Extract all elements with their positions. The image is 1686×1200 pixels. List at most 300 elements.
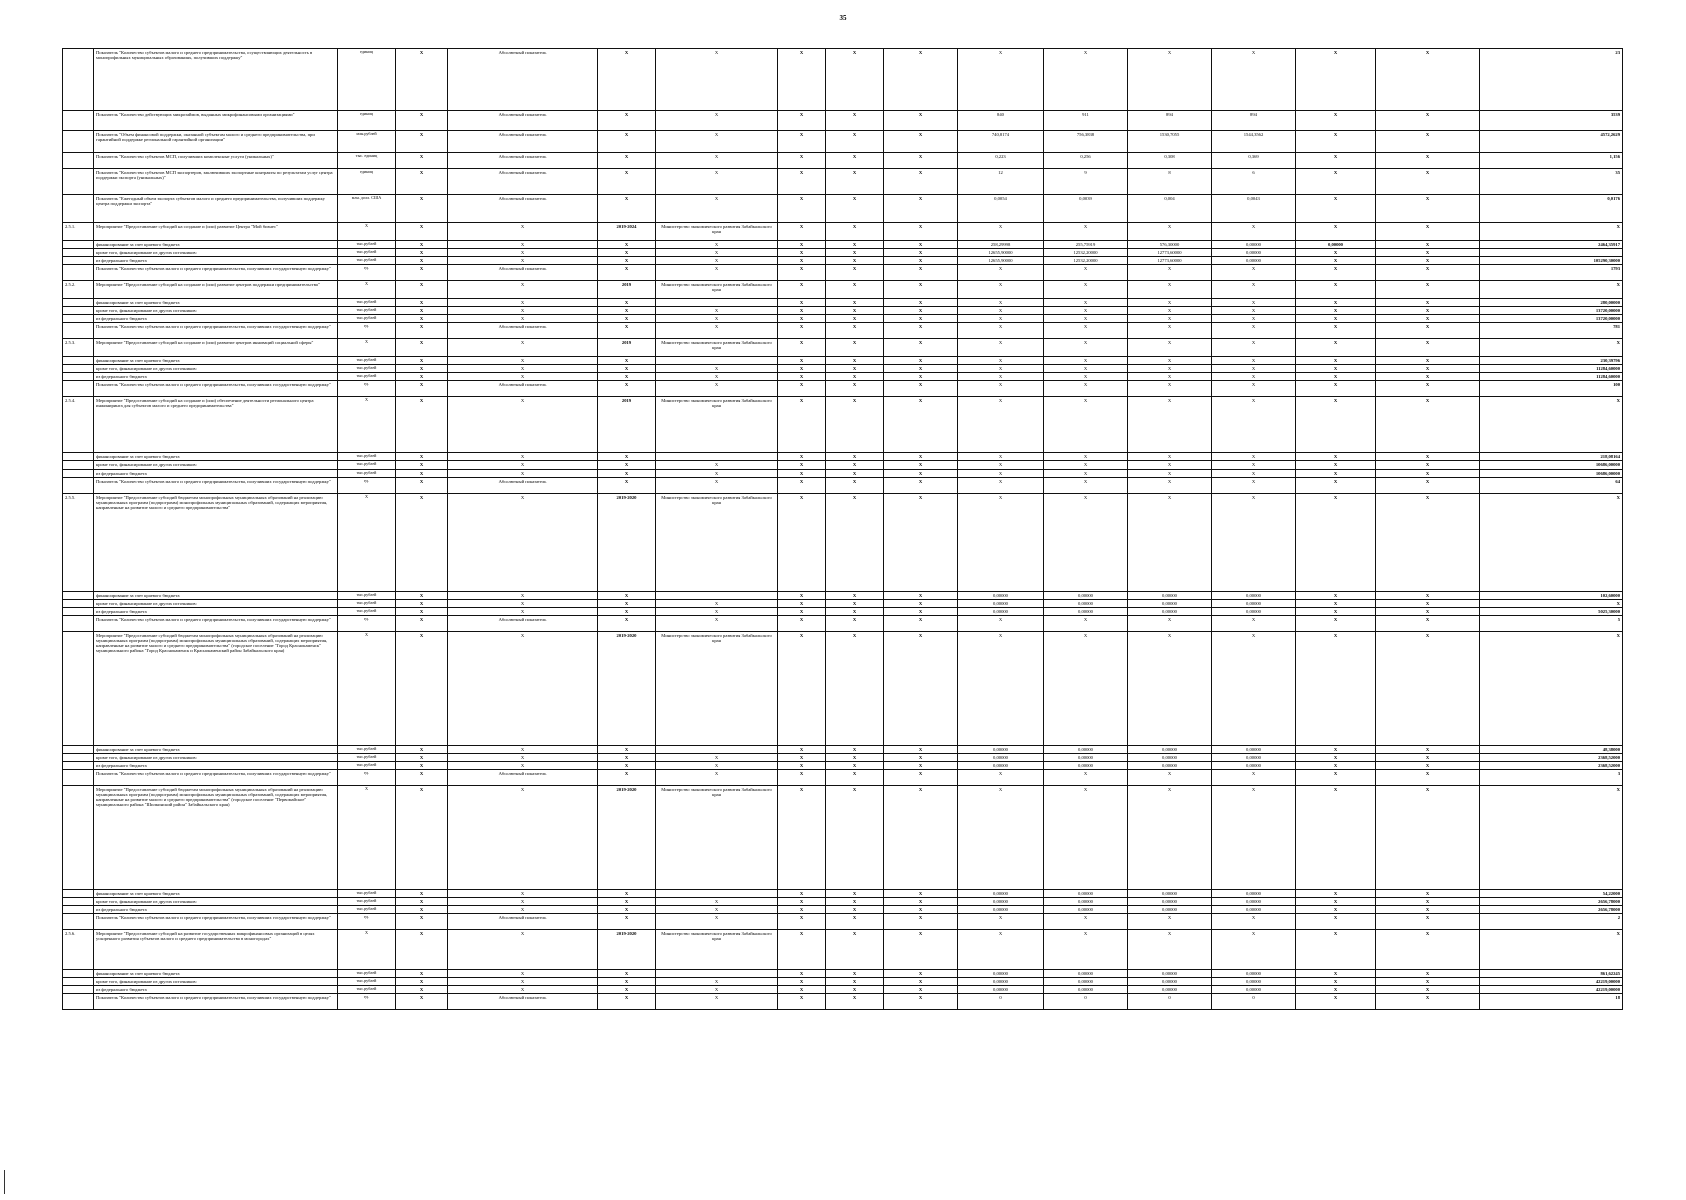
table-cell: X (396, 299, 448, 307)
table-cell: X (1044, 469, 1128, 477)
row-number-cell (63, 195, 94, 223)
table-cell: X (1296, 281, 1376, 299)
table-cell: X (826, 969, 884, 977)
table-cell: X (448, 469, 598, 477)
table-cell: X (396, 607, 448, 615)
table-cell: X (1376, 913, 1480, 929)
table-cell: X (884, 969, 958, 977)
table-cell: X (778, 453, 826, 461)
row-number-cell (63, 357, 94, 365)
row-title-cell: кроме того, финансирование из других источников: (94, 753, 338, 761)
table-cell: X (884, 631, 958, 745)
table-cell: X (396, 373, 448, 381)
row-title-cell: финансирование за счет краевого бюджета (94, 745, 338, 753)
table-cell: 1544,3562 (1212, 131, 1296, 153)
table-cell: X (958, 929, 1044, 969)
table-cell: млн.рублей (338, 131, 396, 153)
table-cell: X (1044, 493, 1128, 591)
table-cell: тыс.рублей (338, 469, 396, 477)
table-cell: X (1376, 397, 1480, 453)
table-cell: X (1044, 615, 1128, 631)
table-cell: X (826, 889, 884, 897)
table-cell: Министерство экономического развития Забайкальского края (656, 223, 778, 241)
table-cell: X (656, 905, 778, 913)
table-cell: ед. (338, 477, 396, 493)
table-cell: X (448, 753, 598, 761)
table-cell: X (448, 905, 598, 913)
table-cell: X (598, 315, 656, 323)
table-cell: X (448, 397, 598, 453)
table-cell: X (958, 453, 1044, 461)
table-cell: X (1296, 223, 1376, 241)
table-cell: X (826, 978, 884, 986)
table-row (63, 913, 1623, 929)
table-cell: X (826, 905, 884, 913)
table-cell: X (1376, 631, 1480, 745)
table-cell: X (826, 249, 884, 257)
row-number-cell (63, 889, 94, 897)
table-cell: X (1296, 631, 1376, 745)
table-cell: 3 (1480, 769, 1623, 785)
table-cell: X (598, 453, 656, 461)
table-cell: 0,00000 (958, 978, 1044, 986)
table-cell: тыс.рублей (338, 761, 396, 769)
table-cell: 0,00000 (1128, 897, 1212, 905)
table-cell: 5 (1480, 615, 1623, 631)
table-cell: X (826, 994, 884, 1010)
table-cell: 0,00000 (1128, 978, 1212, 986)
table-cell: X (1128, 265, 1212, 281)
table-cell: X (958, 461, 1044, 469)
table-row (63, 453, 1623, 461)
table-cell: X (884, 453, 958, 461)
table-cell: X (1212, 615, 1296, 631)
table-cell: X (656, 131, 778, 153)
table-cell: X (1376, 969, 1480, 977)
table-cell: X (884, 153, 958, 169)
page-edge-mark (4, 1170, 5, 1194)
row-number-cell (63, 249, 94, 257)
table-cell: ед. (338, 769, 396, 785)
table-row (63, 493, 1623, 591)
table-cell: X (1296, 195, 1376, 223)
table-cell: X (396, 241, 448, 249)
table-cell: X (884, 249, 958, 257)
table-cell: X (1296, 373, 1376, 381)
table-cell: 0,004 (1128, 195, 1212, 223)
table-cell: X (778, 769, 826, 785)
table-cell: X (1376, 591, 1480, 599)
table-cell: X (1296, 897, 1376, 905)
table-cell: X (958, 785, 1044, 889)
table-cell: единиц (338, 111, 396, 131)
table-cell: X (656, 615, 778, 631)
table-cell: X (884, 986, 958, 994)
table-cell: X (826, 599, 884, 607)
table-cell: тыс.рублей (338, 249, 396, 257)
table-cell: X (778, 281, 826, 299)
row-title-cell: кроме того, финансирование из других источников: (94, 461, 338, 469)
table-cell: 0,00000 (1128, 889, 1212, 897)
table-cell: тыс.рублей (338, 357, 396, 365)
table-cell: X (958, 615, 1044, 631)
table-cell: X (778, 905, 826, 913)
table-cell: X (1296, 785, 1376, 889)
table-cell: X (1296, 615, 1376, 631)
table-cell: X (448, 339, 598, 357)
row-title-cell: кроме того, финансирование из других источников: (94, 365, 338, 373)
table-cell: X (598, 986, 656, 994)
table-cell: 0,00000 (1128, 607, 1212, 615)
table-cell: X (1376, 615, 1480, 631)
row-title-cell: кроме того, финансирование из других источников: (94, 897, 338, 905)
table-cell: X (1128, 769, 1212, 785)
table-cell: X (778, 265, 826, 281)
table-cell: тыс.рублей (338, 299, 396, 307)
row-number-cell (63, 365, 94, 373)
row-title-cell: финансирование за счет краевого бюджета (94, 357, 338, 365)
table-cell: X (884, 223, 958, 241)
table-cell: X (598, 769, 656, 785)
table-cell: X (778, 223, 826, 241)
table-cell: X (826, 745, 884, 753)
table-cell: X (1044, 223, 1128, 241)
table-row (63, 195, 1623, 223)
table-cell: X (1376, 453, 1480, 461)
table-cell: X (1212, 769, 1296, 785)
table-row (63, 897, 1623, 905)
table-cell: X (1296, 994, 1376, 1010)
row-number-cell (63, 631, 94, 745)
table-cell: X (1376, 769, 1480, 785)
row-number-cell: 2.5.1. (63, 223, 94, 241)
table-cell: 0,00000 (1212, 745, 1296, 753)
table-cell: X (958, 315, 1044, 323)
table-cell: тыс.рублей (338, 373, 396, 381)
row-title-cell: финансирование за счет краевого бюджета (94, 299, 338, 307)
table-cell: 2368,52000 (1480, 761, 1623, 769)
table-cell (656, 591, 778, 599)
table-cell: X (1128, 477, 1212, 493)
table-cell: X (1044, 453, 1128, 461)
row-number-cell (63, 131, 94, 153)
table-cell: X (884, 323, 958, 339)
table-row (63, 299, 1623, 307)
table-cell: X (778, 249, 826, 257)
table-cell: X (1128, 615, 1212, 631)
table-cell: Абсолютный показатель (448, 994, 598, 1010)
table-cell: X (1128, 381, 1212, 397)
table-cell: X (826, 397, 884, 453)
table-cell (656, 745, 778, 753)
table-cell: 911 (1044, 111, 1128, 131)
table-cell: X (826, 469, 884, 477)
table-cell: X (1296, 905, 1376, 913)
table-cell: X (884, 111, 958, 131)
table-cell: X (1376, 241, 1480, 249)
table-cell: Абсолютный показатель (448, 323, 598, 339)
row-number-cell (63, 969, 94, 977)
table-cell: X (778, 969, 826, 977)
table-cell: Министерство экономического развития Забайкальского края (656, 281, 778, 299)
table-cell: X (826, 381, 884, 397)
table-cell: 0,00000 (958, 889, 1044, 897)
table-cell: X (1296, 249, 1376, 257)
table-cell: X (448, 493, 598, 591)
table-cell: X (1376, 111, 1480, 131)
table-cell: X (1212, 461, 1296, 469)
row-title-cell: Показатель "Количество субъектов МСП экспортеров, заключивших экспортные контракты по результатам услуг центра поддержки экспорта (уникальных)" (94, 169, 338, 195)
table-cell: тыс.рублей (338, 978, 396, 986)
row-title-cell: Показатель "Количество субъектов малого и среднего предпринимательства, осуществляющих деятельность в монопрофильных муниципальных образованиях, получивших поддержку" (94, 49, 338, 111)
table-cell: 0,223 (958, 153, 1044, 169)
table-cell: X (1128, 453, 1212, 461)
table-cell: X (884, 299, 958, 307)
row-title-cell: финансирование за счет краевого бюджета (94, 591, 338, 599)
table-cell: X (338, 281, 396, 299)
table-cell: X (396, 257, 448, 265)
table-cell: X (448, 257, 598, 265)
table-cell: X (1212, 307, 1296, 315)
table-cell: X (1376, 357, 1480, 365)
table-cell: X (448, 745, 598, 753)
table-cell: X (958, 299, 1044, 307)
table-cell: X (598, 381, 656, 397)
row-number-cell (63, 986, 94, 994)
table-row (63, 889, 1623, 897)
table-cell: X (1212, 929, 1296, 969)
table-cell: X (826, 339, 884, 357)
table-cell: X (338, 223, 396, 241)
table-cell: 2019 (598, 339, 656, 357)
table-cell: тыс.рублей (338, 897, 396, 905)
table-cell: X (884, 315, 958, 323)
table-cell: X (396, 591, 448, 599)
table-cell: 0,00000 (1212, 761, 1296, 769)
table-cell: 2656,78000 (1480, 905, 1623, 913)
table-cell: X (656, 477, 778, 493)
table-cell: X (1296, 986, 1376, 994)
table-cell: X (1376, 195, 1480, 223)
table-cell: X (1376, 281, 1480, 299)
table-cell: X (656, 753, 778, 761)
table-cell: X (1044, 461, 1128, 469)
table-cell: 12773,60000 (1128, 257, 1212, 265)
table-cell: X (958, 769, 1044, 785)
table-cell: X (1212, 785, 1296, 889)
table-cell: 0,00000 (1044, 889, 1128, 897)
table-cell: 48,38000 (1480, 745, 1623, 753)
table-row (63, 994, 1623, 1010)
table-cell: 0,256 (1044, 153, 1128, 169)
table-row (63, 969, 1623, 977)
row-number-cell (63, 615, 94, 631)
table-cell: X (958, 323, 1044, 339)
table-cell: X (778, 493, 826, 591)
table-cell: X (1296, 453, 1376, 461)
table-cell: X (396, 615, 448, 631)
table-cell: X (396, 929, 448, 969)
row-number-cell (63, 265, 94, 281)
table-cell: X (1212, 299, 1296, 307)
row-number-cell (63, 607, 94, 615)
table-cell: X (396, 631, 448, 745)
table-cell: X (1212, 469, 1296, 477)
table-cell: X (448, 785, 598, 889)
table-cell: X (1044, 477, 1128, 493)
table-row (63, 753, 1623, 761)
table-cell: 0,00000 (1044, 905, 1128, 913)
table-cell: 0 (1212, 994, 1296, 1010)
row-title-cell: из федерального бюджета (94, 469, 338, 477)
table-cell: X (396, 223, 448, 241)
table-cell: X (1376, 986, 1480, 994)
table-cell: 0,00000 (1128, 753, 1212, 761)
table-cell: X (396, 153, 448, 169)
table-cell: 0,00000 (1212, 753, 1296, 761)
table-cell: X (1480, 785, 1623, 889)
table-cell: X (826, 631, 884, 745)
table-cell: X (598, 265, 656, 281)
program-table (62, 48, 1623, 1010)
table-cell: X (826, 49, 884, 111)
table-cell: X (778, 195, 826, 223)
table-cell: X (1044, 357, 1128, 365)
table-cell: X (656, 49, 778, 111)
table-cell: X (656, 897, 778, 905)
table-cell: X (1376, 889, 1480, 897)
table-cell: X (1044, 397, 1128, 453)
row-title-cell: Мероприятие "Предоставление субсидий бюджетам монопрофильных муниципальных образований на реализацию муниципальных программ (подпрограмм) монопрофильных муниципальных образований, содержащих мероприятия, направленные на развитие малого и среднего предпринимательства" (городское поселение "Город Краснокаменск" муниципального района "Город Краснокаменск и Краснокаменский район Забайкальского края) (94, 631, 338, 745)
table-cell: X (1128, 461, 1212, 469)
table-cell: X (778, 607, 826, 615)
table-cell: 0,00000 (958, 591, 1044, 599)
table-row (63, 339, 1623, 357)
table-cell: X (396, 753, 448, 761)
row-number-cell: 2.5.6. (63, 929, 94, 969)
table-cell: X (656, 323, 778, 339)
table-cell: 0,00000 (1212, 986, 1296, 994)
table-cell: X (1376, 607, 1480, 615)
row-title-cell: Мероприятие "Предоставление субсидий на создание и (или) развитие центров инноваций социальной сферы" (94, 339, 338, 357)
table-cell: 0,00000 (1128, 761, 1212, 769)
table-cell: X (1128, 49, 1212, 111)
table-cell: X (778, 753, 826, 761)
table-cell: Абсолютный показатель (448, 153, 598, 169)
table-cell: млн. долл. США (338, 195, 396, 223)
table-cell: Абсолютный показатель (448, 477, 598, 493)
row-title-cell: Показатель "Количество субъектов малого и среднего предпринимательства, получивших государственную поддержку" (94, 265, 338, 281)
table-cell: X (884, 49, 958, 111)
table-cell: тыс.рублей (338, 969, 396, 977)
table-cell: X (598, 469, 656, 477)
table-cell: X (884, 889, 958, 897)
table-cell: X (1044, 307, 1128, 315)
table-cell: 12655,90000 (958, 257, 1044, 265)
table-cell: X (1376, 381, 1480, 397)
table-cell: X (884, 615, 958, 631)
table-cell (1480, 249, 1623, 257)
table-cell: X (958, 913, 1044, 929)
table-cell: X (1212, 49, 1296, 111)
table-cell: 0,00000 (1044, 969, 1128, 977)
table-cell: 0,00000 (1128, 599, 1212, 607)
table-cell: X (778, 111, 826, 131)
table-cell: X (1376, 339, 1480, 357)
table-cell: 10686,00000 (1480, 469, 1623, 477)
table-cell: X (1376, 994, 1480, 1010)
table-cell: X (598, 365, 656, 373)
table-cell: X (1044, 281, 1128, 299)
table-cell: 10686,00000 (1480, 461, 1623, 469)
table-cell: 6 (1212, 169, 1296, 195)
table-cell: X (656, 761, 778, 769)
table-cell: 100 (1480, 381, 1623, 397)
row-number-cell (63, 897, 94, 905)
table-cell: 2019-2020 (598, 929, 656, 969)
page-number: 35 (839, 14, 847, 22)
table-cell: X (1044, 631, 1128, 745)
table-cell: X (826, 477, 884, 493)
table-cell: X (778, 373, 826, 381)
table-cell: X (396, 323, 448, 339)
table-cell: X (778, 257, 826, 265)
table-cell: X (448, 591, 598, 599)
table-cell: тыс.рублей (338, 591, 396, 599)
table-cell: X (826, 986, 884, 994)
table-cell: 258,29998 (958, 241, 1044, 249)
table-cell: X (884, 373, 958, 381)
table-cell: X (1128, 357, 1212, 365)
table-cell: X (1044, 373, 1128, 381)
table-cell: X (396, 381, 448, 397)
table-cell: 12 (958, 169, 1044, 195)
table-cell: X (598, 745, 656, 753)
table-cell: X (884, 769, 958, 785)
table-cell: X (1128, 307, 1212, 315)
table-cell: 576,30000 (1128, 241, 1212, 249)
table-cell: ед. (338, 323, 396, 339)
table-cell: X (1296, 469, 1376, 477)
table-cell: X (1212, 339, 1296, 357)
table-cell: X (598, 241, 656, 249)
table-cell: X (396, 889, 448, 897)
table-cell: X (598, 615, 656, 631)
row-title-cell: из федерального бюджета (94, 315, 338, 323)
table-cell: X (1480, 631, 1623, 745)
row-number-cell (63, 978, 94, 986)
table-row (63, 607, 1623, 615)
table-cell: X (656, 769, 778, 785)
row-number-cell: 2.5.5. (63, 493, 94, 591)
table-cell: 0,00000 (958, 905, 1044, 913)
table-row (63, 615, 1623, 631)
table-cell: X (1212, 397, 1296, 453)
row-title-cell: Показатель "Количество субъектов малого и среднего предпринимательства, получивших государственную поддержку" (94, 323, 338, 339)
table-cell: тыс.рублей (338, 307, 396, 315)
table-cell: X (338, 493, 396, 591)
table-cell: X (1376, 745, 1480, 753)
table-cell: X (1376, 299, 1480, 307)
table-cell: 1793 (1480, 265, 1623, 281)
table-cell: X (396, 357, 448, 365)
table-cell: 0,0176 (1480, 195, 1623, 223)
table-cell: Министерство экономического развития Забайкальского края (656, 929, 778, 969)
row-number-cell (63, 753, 94, 761)
table-cell: X (1376, 477, 1480, 493)
table-cell: X (656, 307, 778, 315)
table-row (63, 307, 1623, 315)
